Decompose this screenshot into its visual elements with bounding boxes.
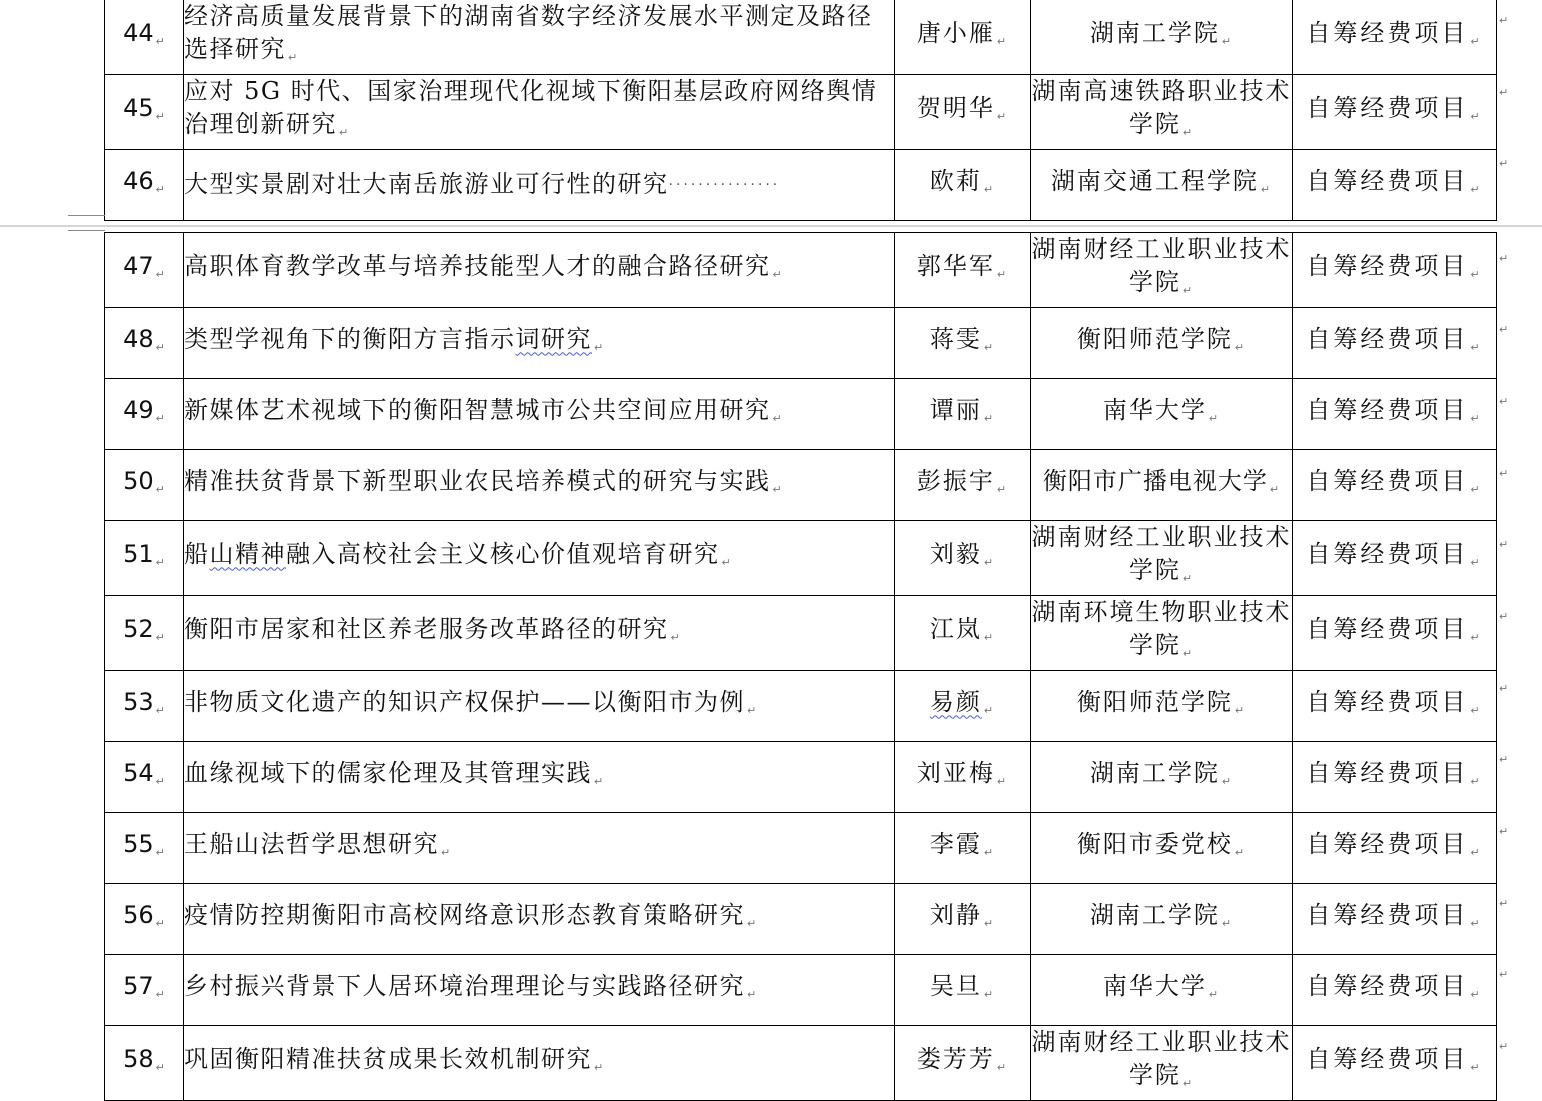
project-leader[interactable]: 江岚 ↵ (895, 596, 1031, 671)
table-row (105, 671, 1497, 742)
table-row (105, 596, 1497, 671)
table-row (105, 0, 1497, 75)
funding-type[interactable]: 自筹经费项目 ↵ (1293, 596, 1497, 671)
project-title[interactable]: 船山精神融入高校社会主义核心价值观培育研究 ↵ (184, 521, 895, 596)
organization[interactable]: 衡阳师范学院 ↵ (1031, 308, 1293, 379)
row-end-mark: ↵ (1499, 682, 1509, 695)
row-number[interactable]: 48 ↵ (105, 308, 184, 379)
row-number[interactable]: 58 ↵ (105, 1026, 184, 1101)
project-title[interactable]: 大型实景剧对壮大南岳旅游业可行性的研究··············· (184, 150, 895, 221)
spellcheck-underline: 词研究 (515, 324, 592, 353)
document-page-2 (0, 227, 1542, 1090)
row-number[interactable]: 57 ↵ (105, 955, 184, 1026)
project-leader[interactable]: 刘静 ↵ (895, 884, 1031, 955)
project-title[interactable]: 非物质文化遗产的知识产权保护——以衡阳市为例 ↵ (184, 671, 895, 742)
project-leader[interactable]: 易颜 ↵ (895, 671, 1031, 742)
funding-type[interactable]: 自筹经费项目 ↵ (1293, 150, 1497, 221)
funding-type[interactable]: 自筹经费项目 ↵ (1293, 521, 1497, 596)
project-title[interactable]: 精准扶贫背景下新型职业农民培养模式的研究与实践 ↵ (184, 450, 895, 521)
row-number[interactable]: 46 ↵ (105, 150, 184, 221)
project-title[interactable]: 血缘视域下的儒家伦理及其管理实践 ↵ (184, 742, 895, 813)
funding-type[interactable]: 自筹经费项目 ↵ (1293, 75, 1497, 150)
row-end-mark: ↵ (1499, 968, 1509, 981)
organization[interactable]: 湖南工学院 ↵ (1031, 0, 1293, 75)
row-end-mark: ↵ (1499, 538, 1509, 551)
project-leader[interactable]: 唐小雁 ↵ (895, 0, 1031, 75)
project-title[interactable]: 经济高质量发展背景下的湖南省数字经济发展水平测定及路径选择研究 ↵ (184, 0, 895, 75)
organization[interactable]: 湖南高速铁路职业技术学院 ↵ (1031, 75, 1293, 150)
project-leader[interactable]: 谭丽 ↵ (895, 379, 1031, 450)
row-number[interactable]: 51 ↵ (105, 521, 184, 596)
row-end-mark: ↵ (1499, 753, 1509, 766)
project-title[interactable]: 疫情防控期衡阳市高校网络意识形态教育策略研究 ↵ (184, 884, 895, 955)
page-corner-mark (68, 230, 105, 231)
row-number[interactable]: 44 ↵ (105, 0, 184, 75)
funding-type[interactable]: 自筹经费项目 ↵ (1293, 0, 1497, 75)
row-end-mark: ↵ (1499, 1040, 1509, 1053)
project-title[interactable]: 王船山法哲学思想研究 ↵ (184, 813, 895, 884)
organization[interactable]: 湖南环境生物职业技术学院 ↵ (1031, 596, 1293, 671)
table-row (105, 379, 1497, 450)
row-number[interactable]: 47 ↵ (105, 233, 184, 308)
row-number[interactable]: 53 ↵ (105, 671, 184, 742)
funding-type[interactable]: 自筹经费项目 ↵ (1293, 884, 1497, 955)
project-leader[interactable]: 吴旦 ↵ (895, 955, 1031, 1026)
funding-type[interactable]: 自筹经费项目 ↵ (1293, 450, 1497, 521)
project-title[interactable]: 高职体育教学改革与培养技能型人才的融合路径研究 ↵ (184, 233, 895, 308)
row-end-mark: ↵ (1499, 86, 1509, 99)
organization[interactable]: 衡阳市委党校 ↵ (1031, 813, 1293, 884)
spellcheck-underline: 易颜 (929, 687, 982, 716)
table-row (105, 308, 1497, 379)
funding-type[interactable]: 自筹经费项目 ↵ (1293, 813, 1497, 884)
row-end-mark: ↵ (1499, 610, 1509, 623)
organization[interactable]: 湖南工学院 ↵ (1031, 742, 1293, 813)
project-table-page-1 (104, 0, 1497, 221)
table-row (105, 233, 1497, 308)
row-end-mark: ↵ (1499, 157, 1509, 170)
row-end-mark: ↵ (1499, 825, 1509, 838)
project-title[interactable]: 巩固衡阳精准扶贫成果长效机制研究 ↵ (184, 1026, 895, 1101)
row-end-mark: ↵ (1499, 395, 1509, 408)
project-leader[interactable]: 蒋雯 ↵ (895, 308, 1031, 379)
table-row (105, 450, 1497, 521)
organization[interactable]: 湖南交通工程学院 ↵ (1031, 150, 1293, 221)
funding-type[interactable]: 自筹经费项目 ↵ (1293, 308, 1497, 379)
table-row (105, 813, 1497, 884)
project-leader[interactable]: 彭振宇 ↵ (895, 450, 1031, 521)
organization[interactable]: 湖南工学院 ↵ (1031, 884, 1293, 955)
row-number[interactable]: 56 ↵ (105, 884, 184, 955)
project-leader[interactable]: 郭华军 ↵ (895, 233, 1031, 308)
table-row (105, 521, 1497, 596)
row-number[interactable]: 50 ↵ (105, 450, 184, 521)
funding-type[interactable]: 自筹经费项目 ↵ (1293, 233, 1497, 308)
project-table-page-2 (104, 232, 1497, 1101)
funding-type[interactable]: 自筹经费项目 ↵ (1293, 671, 1497, 742)
row-end-mark: ↵ (1499, 467, 1509, 480)
organization[interactable]: 南华大学 ↵ (1031, 379, 1293, 450)
project-title[interactable]: 乡村振兴背景下人居环境治理理论与实践路径研究 ↵ (184, 955, 895, 1026)
row-end-mark: ↵ (1499, 897, 1509, 910)
row-end-mark: ↵ (1499, 323, 1509, 336)
project-leader[interactable]: 刘亚梅 ↵ (895, 742, 1031, 813)
funding-type[interactable]: 自筹经费项目 ↵ (1293, 955, 1497, 1026)
organization[interactable]: 湖南财经工业职业技术学院 ↵ (1031, 1026, 1293, 1101)
table-row (105, 1026, 1497, 1101)
row-number[interactable]: 55 ↵ (105, 813, 184, 884)
spellcheck-underline: 山精神 (209, 539, 286, 568)
project-leader[interactable]: 刘毅 ↵ (895, 521, 1031, 596)
table-row (105, 884, 1497, 955)
table-row (105, 955, 1497, 1026)
organization[interactable]: 衡阳市广播电视大学 ↵ (1031, 450, 1293, 521)
project-title[interactable]: 应对 5G 时代、国家治理现代化视域下衡阳基层政府网络舆情治理创新研究 ↵ (184, 75, 895, 150)
funding-type[interactable]: 自筹经费项目 ↵ (1293, 742, 1497, 813)
project-title[interactable]: 新媒体艺术视域下的衡阳智慧城市公共空间应用研究 ↵ (184, 379, 895, 450)
row-end-mark: ↵ (1499, 14, 1509, 27)
row-number[interactable]: 54 ↵ (105, 742, 184, 813)
organization[interactable]: 衡阳师范学院 ↵ (1031, 671, 1293, 742)
funding-type[interactable]: 自筹经费项目 ↵ (1293, 379, 1497, 450)
project-title[interactable]: 衡阳市居家和社区养老服务改革路径的研究 ↵ (184, 596, 895, 671)
project-leader[interactable]: 娄芳芳 ↵ (895, 1026, 1031, 1101)
table-row (105, 742, 1497, 813)
project-leader[interactable]: 李霞 ↵ (895, 813, 1031, 884)
row-end-mark: ↵ (1499, 252, 1509, 265)
row-number[interactable]: 45 ↵ (105, 75, 184, 150)
organization[interactable]: 南华大学 ↵ (1031, 955, 1293, 1026)
row-number[interactable]: 52 ↵ (105, 596, 184, 671)
organization[interactable]: 湖南财经工业职业技术学院 ↵ (1031, 521, 1293, 596)
dot-leader: ··············· (668, 177, 781, 193)
page-corner-mark (68, 215, 105, 216)
organization[interactable]: 湖南财经工业职业技术学院 ↵ (1031, 233, 1293, 308)
project-leader[interactable]: 贺明华 ↵ (895, 75, 1031, 150)
document-page-1 (0, 0, 1542, 225)
table-row (105, 150, 1497, 221)
row-number[interactable]: 49 ↵ (105, 379, 184, 450)
project-leader[interactable]: 欧莉 ↵ (895, 150, 1031, 221)
project-title[interactable]: 类型学视角下的衡阳方言指示词研究 ↵ (184, 308, 895, 379)
funding-type[interactable]: 自筹经费项目 ↵ (1293, 1026, 1497, 1101)
table-row (105, 75, 1497, 150)
